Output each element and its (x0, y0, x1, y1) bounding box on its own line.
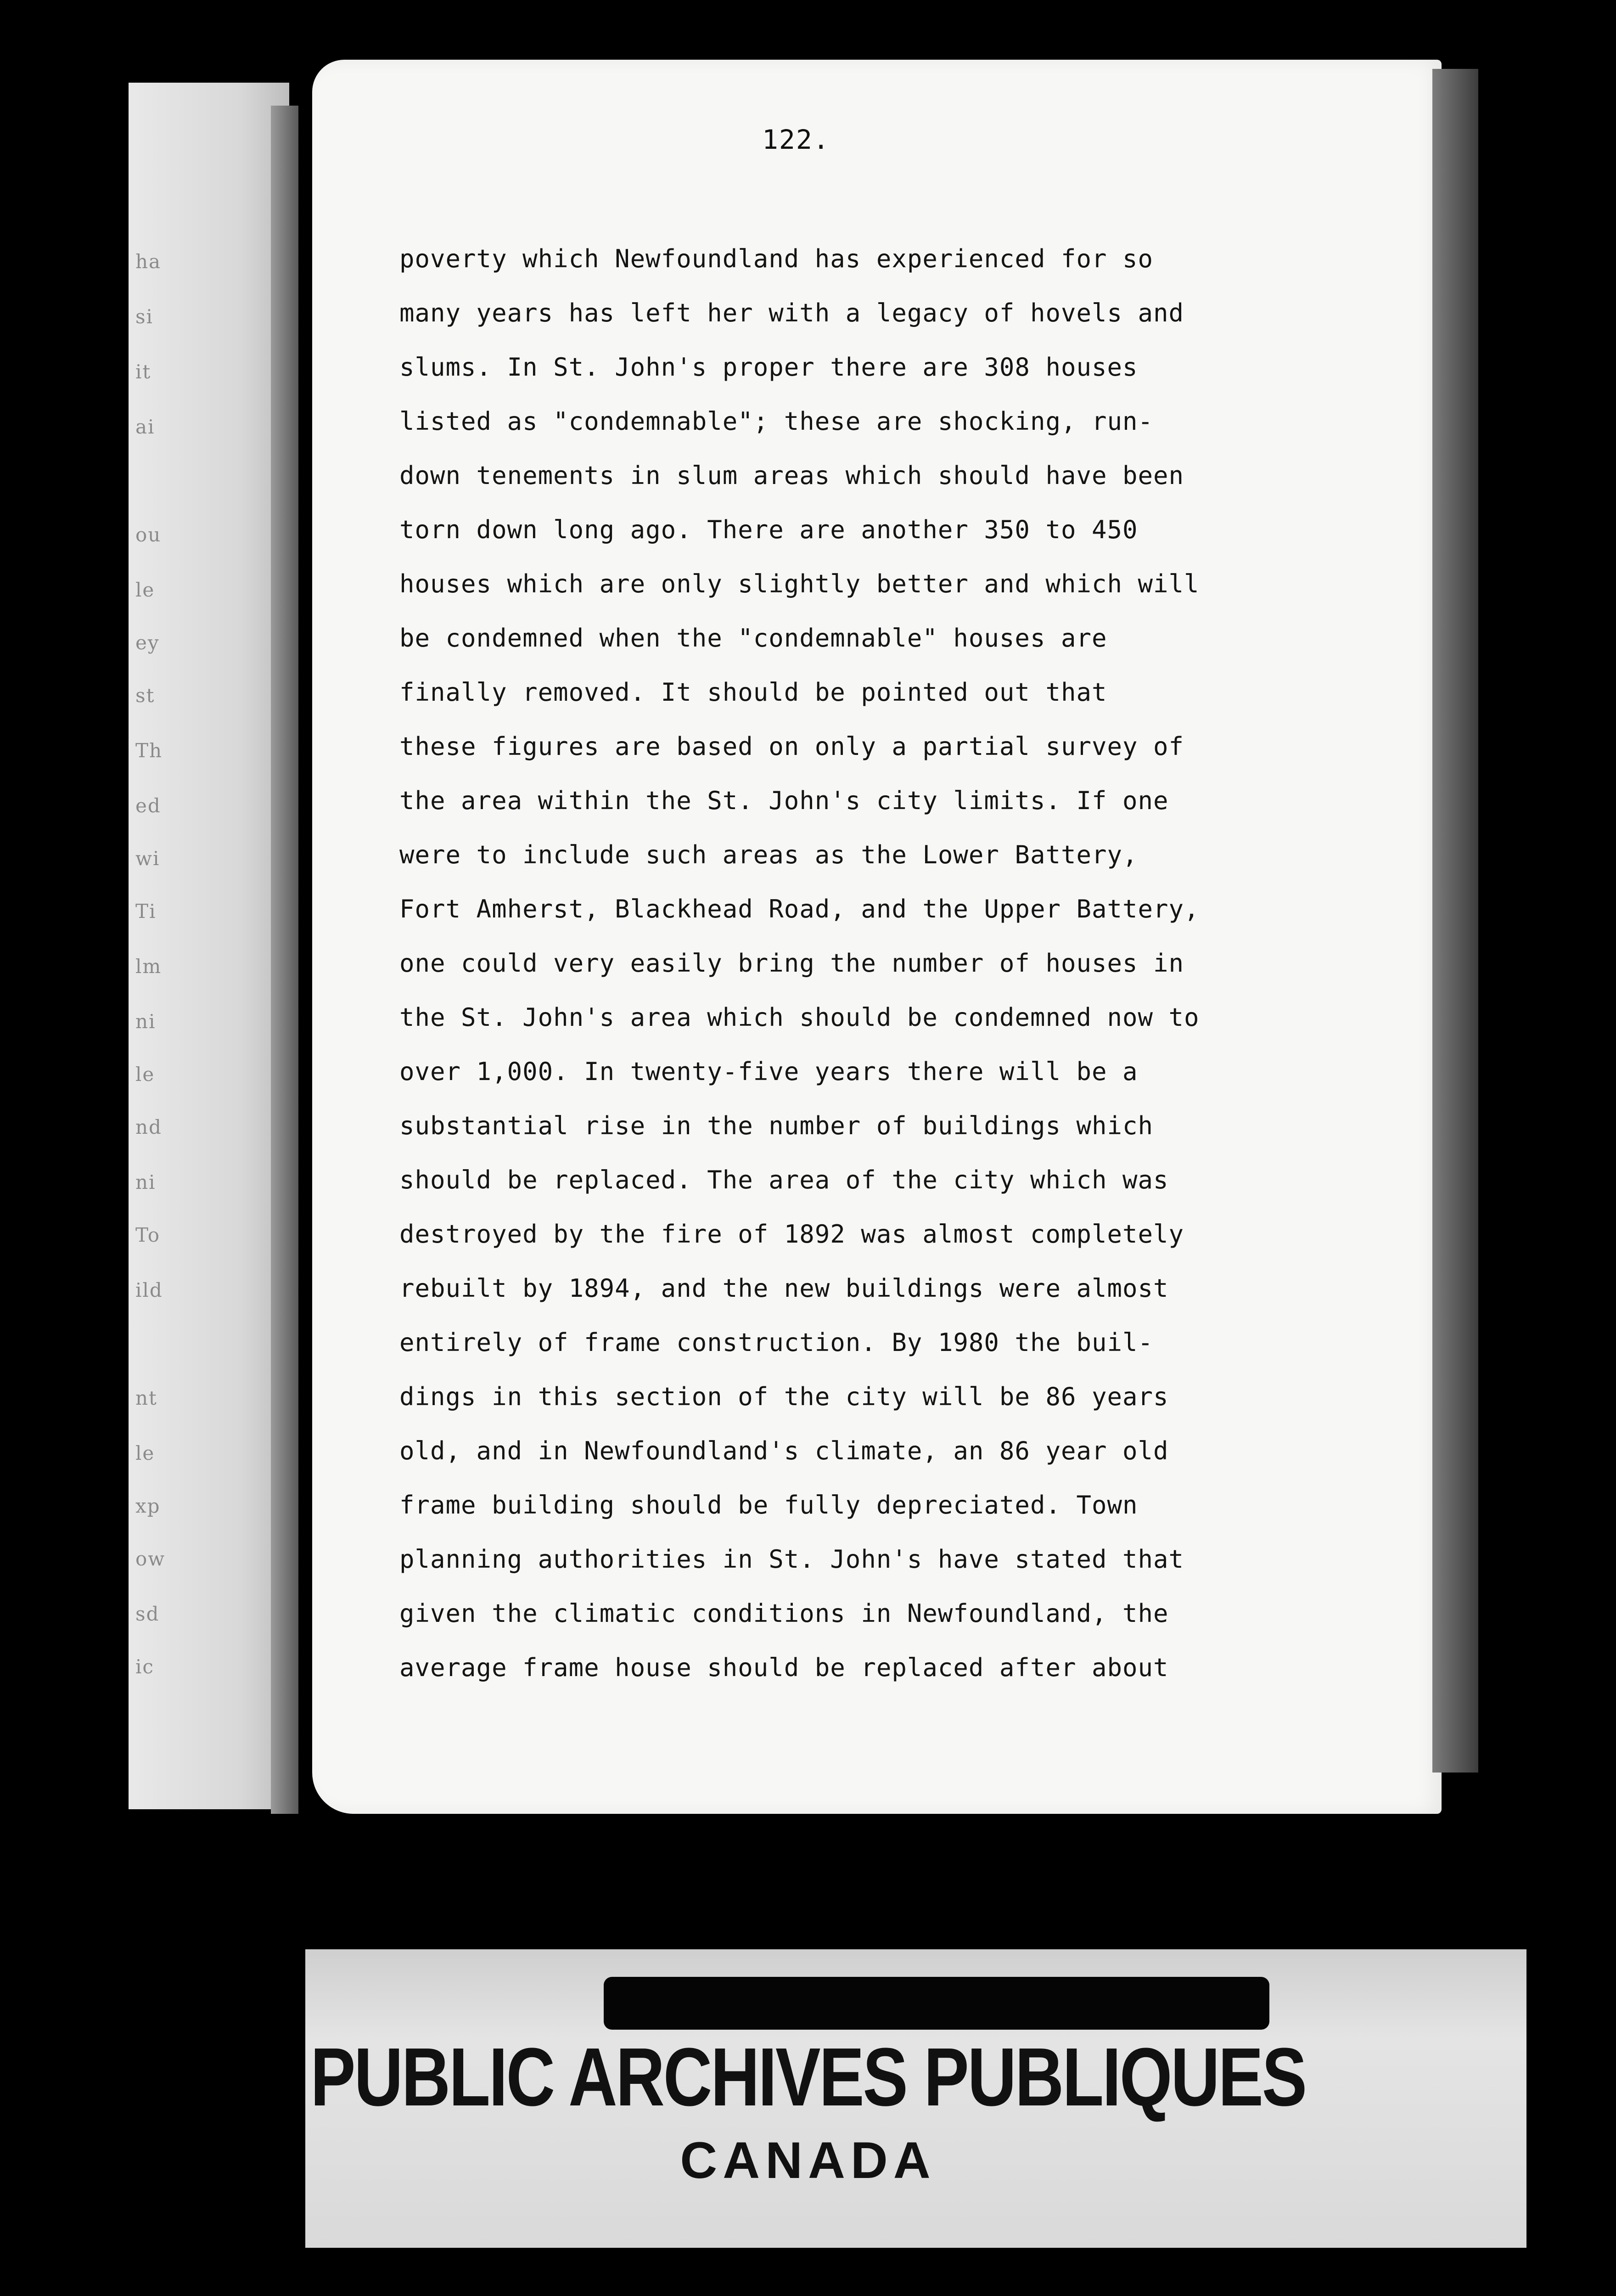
text-line: houses which are only slightly better and which will (399, 569, 1200, 598)
stamp-redaction-bar (604, 1977, 1269, 2030)
text-line: many years has left her with a legacy of hovels and (399, 298, 1184, 327)
left-page-fragment: ey (135, 631, 160, 654)
left-page-fragment: st (135, 684, 155, 707)
left-page-fragment: lm (135, 955, 162, 978)
text-line: the St. John's area which should be condemned now to (399, 1003, 1200, 1032)
text-line: rebuilt by 1894, and the new buildings were almost (399, 1274, 1169, 1303)
text-line: Fort Amherst, Blackhead Road, and the Upper Battery, (399, 895, 1200, 923)
left-page-fragment: le (135, 1442, 155, 1464)
text-line: torn down long ago. There are another 350 to 450 (399, 515, 1138, 544)
left-page-fragment: it (135, 360, 152, 383)
text-line: slums. In St. John's proper there are 308 houses (399, 353, 1138, 382)
text-line: the area within the St. John's city limits. If one (399, 786, 1169, 815)
left-page-fragment: xp (135, 1495, 161, 1517)
left-page-fragment: ou (135, 523, 162, 546)
left-page-fragment: Ti (135, 900, 157, 923)
stamp-title: PUBLIC ARCHIVES PUBLIQUES (310, 2031, 1306, 2123)
text-line: substantial rise in the number of buildings which (399, 1111, 1154, 1140)
left-page-fragment: To (135, 1224, 161, 1246)
left-page-fragment: sd (135, 1603, 160, 1625)
left-page-fragment: ic (135, 1655, 154, 1678)
text-line: finally removed. It should be pointed out that (399, 678, 1107, 707)
left-page-fragment: ed (135, 794, 161, 817)
text-line: listed as "condemnable"; these are shocking, run- (399, 407, 1154, 436)
stamp-subtitle: CANADA (680, 2132, 936, 2189)
body-text (399, 232, 1318, 1695)
text-line: dings in this section of the city will be 86 years (399, 1382, 1169, 1411)
text-line: destroyed by the fire of 1892 was almost completely (399, 1220, 1184, 1249)
text-line: be condemned when the "condemnable" houses are (399, 624, 1107, 653)
text-line: one could very easily bring the number of houses in (399, 949, 1184, 978)
left-page-fragment: ha (135, 250, 162, 273)
left-page-fragment: ai (135, 416, 155, 438)
left-page-fragment: si (135, 305, 153, 328)
left-page-fragment: wi (135, 847, 160, 870)
text-line: old, and in Newfoundland's climate, an 86 year old (399, 1436, 1169, 1465)
text-line: these figures are based on only a partial survey of (399, 732, 1184, 761)
text-line: frame building should be fully depreciated. Town (399, 1491, 1138, 1519)
text-line: given the climatic conditions in Newfoundland, the (399, 1599, 1169, 1628)
left-page-fragment: ni (135, 1171, 156, 1193)
left-page-fragment: nd (135, 1116, 162, 1138)
left-page-fragment: le (135, 1063, 155, 1086)
left-page-fragment: nt (135, 1387, 157, 1409)
left-page-fragment: ild (135, 1279, 163, 1301)
text-line: were to include such areas as the Lower Battery, (399, 840, 1138, 869)
page-stack-edge (1432, 69, 1478, 1773)
text-line: over 1,000. In twenty-five years there will be a (399, 1057, 1138, 1086)
text-line: should be replaced. The area of the city which was (399, 1165, 1169, 1194)
left-page-fragment: Th (135, 739, 163, 762)
left-page-fragment: le (135, 579, 155, 601)
left-page-binding-edge (271, 106, 298, 1814)
text-line: planning authorities in St. John's have stated that (399, 1545, 1184, 1574)
text-line: down tenements in slum areas which should have been (399, 461, 1184, 490)
text-line: poverty which Newfoundland has experienced for so (399, 244, 1154, 273)
text-line: average frame house should be replaced after about (399, 1653, 1169, 1682)
text-line: entirely of frame construction. By 1980 the buil- (399, 1328, 1154, 1357)
left-page-fragment: ow (135, 1548, 166, 1570)
page-number: 122. (762, 124, 830, 155)
left-page-fragment: ni (135, 1010, 156, 1033)
